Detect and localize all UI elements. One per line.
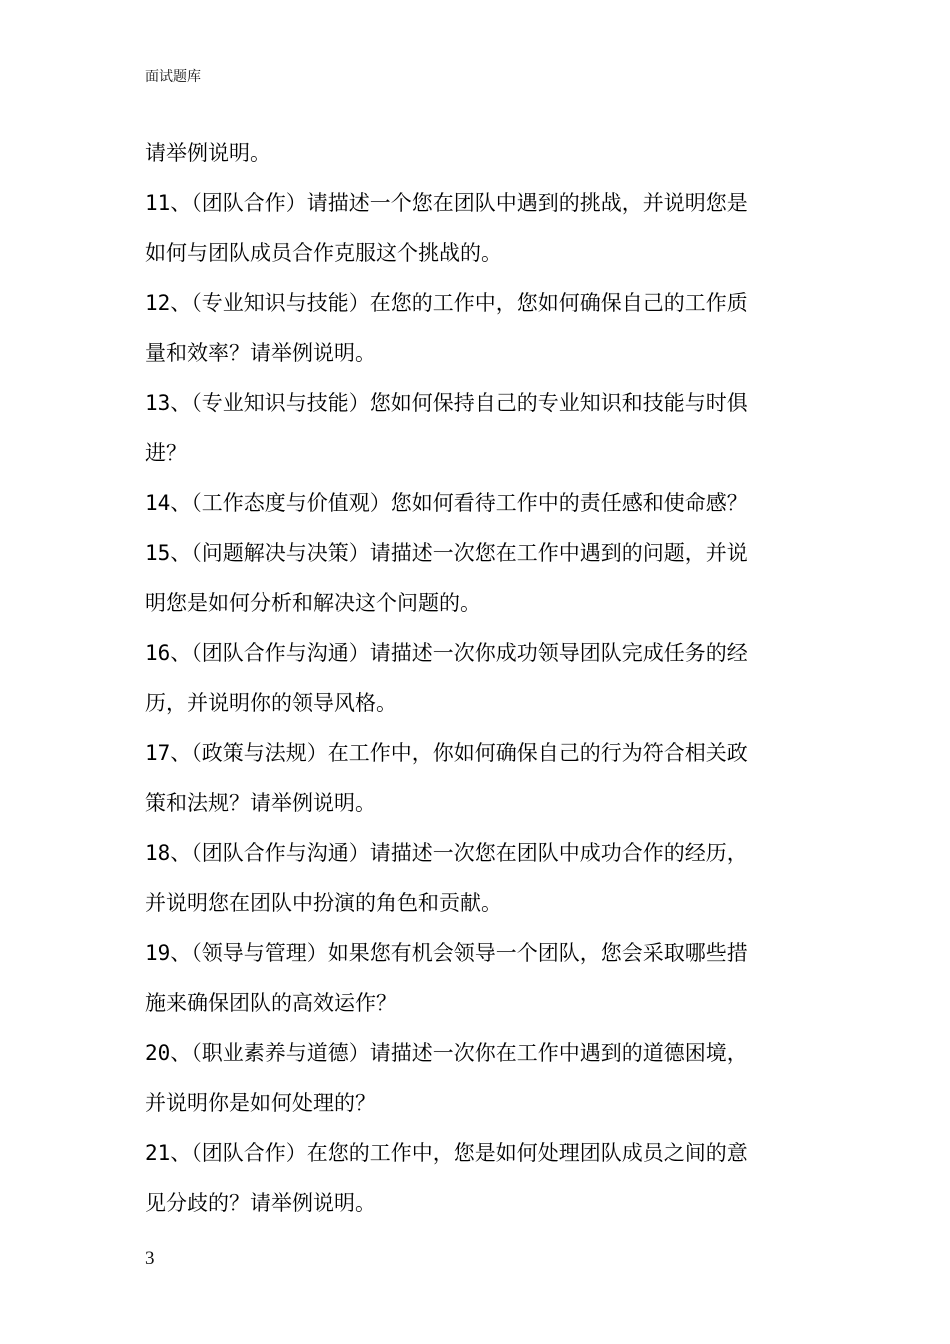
text-line: 进？ bbox=[145, 441, 187, 465]
text-line: 历，并说明你的领导风格。 bbox=[145, 691, 397, 715]
text-line: 20、（职业素养与道德）请描述一次你在工作中遇到的道德困境， bbox=[145, 1041, 748, 1065]
text-line: 15、（问题解决与决策）请描述一次您在工作中遇到的问题，并说 bbox=[145, 541, 748, 565]
document-body bbox=[145, 128, 810, 1228]
text-line: 如何与团队成员合作克服这个挑战的。 bbox=[145, 241, 502, 265]
text-line: 19、（领导与管理）如果您有机会领导一个团队，您会采取哪些措 bbox=[145, 941, 748, 965]
text-line: 请举例说明。 bbox=[145, 141, 271, 165]
text-line: 13、（专业知识与技能）您如何保持自己的专业知识和技能与时俱 bbox=[145, 391, 748, 415]
text-line: 量和效率？请举例说明。 bbox=[145, 341, 376, 365]
text-line: 21、（团队合作）在您的工作中，您是如何处理团队成员之间的意 bbox=[145, 1141, 748, 1165]
text-line: 并说明您在团队中扮演的角色和贡献。 bbox=[145, 891, 502, 915]
text-line: 明您是如何分析和解决这个问题的。 bbox=[145, 591, 481, 615]
page-number: 3 bbox=[145, 1248, 155, 1269]
text-line: 12、（专业知识与技能）在您的工作中，您如何确保自己的工作质 bbox=[145, 291, 748, 315]
text-line: 见分歧的？请举例说明。 bbox=[145, 1191, 376, 1215]
text-line: 11、（团队合作）请描述一个您在团队中遇到的挑战，并说明您是 bbox=[145, 191, 748, 215]
text-line: 17、（政策与法规）在工作中，你如何确保自己的行为符合相关政 bbox=[145, 741, 748, 765]
text-line: 策和法规？请举例说明。 bbox=[145, 791, 376, 815]
text-line: 16、（团队合作与沟通）请描述一次你成功领导团队完成任务的经 bbox=[145, 641, 748, 665]
page-header-title: 面试题库 bbox=[145, 69, 201, 85]
text-line: 18、（团队合作与沟通）请描述一次您在团队中成功合作的经历， bbox=[145, 841, 748, 865]
text-line: 施来确保团队的高效运作？ bbox=[145, 991, 397, 1015]
text-line: 并说明你是如何处理的？ bbox=[145, 1091, 376, 1115]
text-line: 14、（工作态度与价值观）您如何看待工作中的责任感和使命感？ bbox=[145, 491, 748, 515]
